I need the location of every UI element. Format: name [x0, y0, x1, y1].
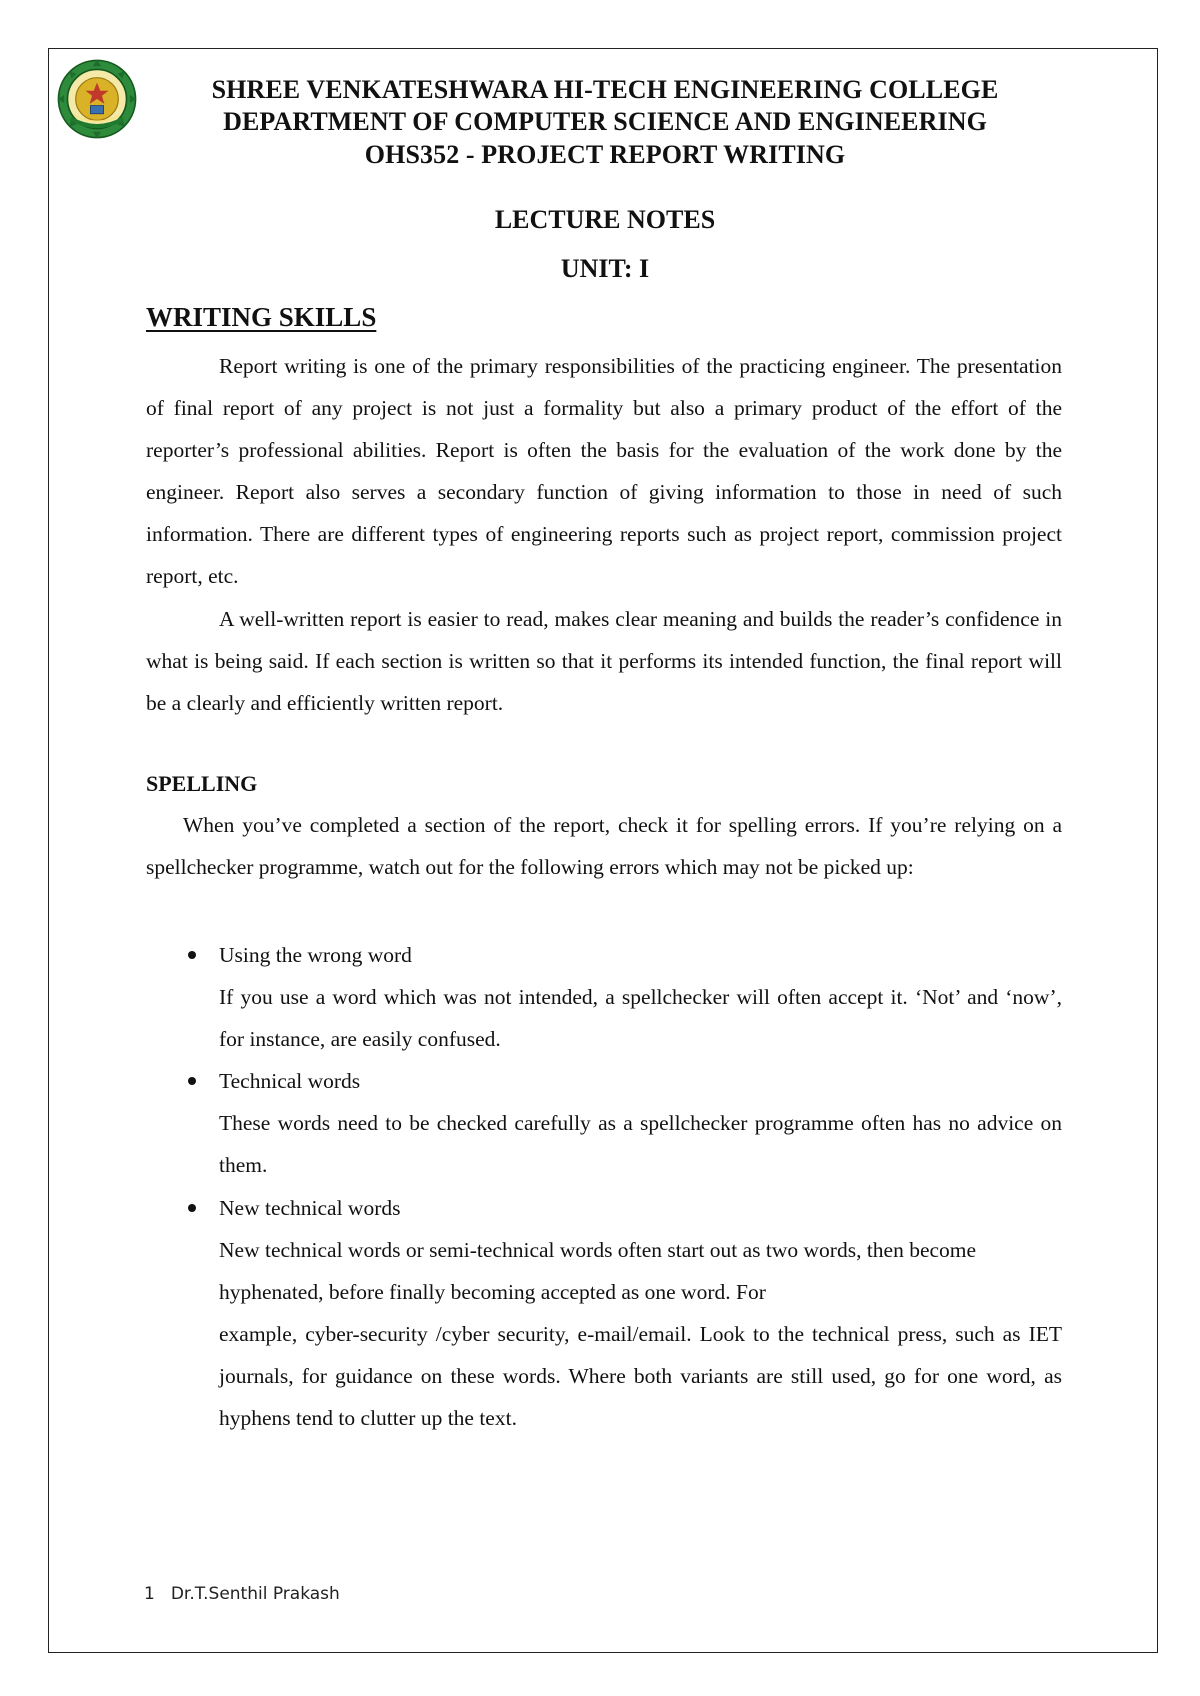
- lecture-notes-title: LECTURE NOTES: [494, 205, 716, 234]
- list-item: [146, 934, 1062, 1060]
- bullet-body: New technical words or semi-technical words often start out as two words, then become hyphenated, before finally becoming accepted as one word. For: [219, 1237, 977, 1304]
- unit-title: UNIT: I: [560, 254, 650, 283]
- course-title: OHS352 - PROJECT REPORT WRITING: [364, 140, 846, 169]
- bullet-icon: [188, 1204, 196, 1212]
- bullet-title: New technical words: [219, 1195, 401, 1220]
- author-name: Dr.T.Senthil Prakash: [170, 1584, 340, 1604]
- bullet-title: Technical words: [219, 1069, 361, 1094]
- bullet-title: Using the wrong word: [219, 943, 412, 967]
- bullet-icon: [188, 1077, 196, 1085]
- paragraph-text: Report writing is one of the primary responsibilities of the practicing engineer. The presentation of final report of any project is not just a formality but also a primary product of the effort of the reporter’s professional abilities. Report is often the basis for the evaluation of the work done by the engineer. Report also serves a secondary function of giving information to those in need of such information. There are different types of engineering reports such as project report, commission project report, etc.: [146, 354, 1062, 589]
- writing-skills-paragraph-1: [146, 345, 1062, 598]
- spelling-heading: SPELLING: [146, 771, 258, 796]
- list-item: [146, 1060, 1062, 1186]
- page-number: 1: [144, 1584, 155, 1604]
- department-name: DEPARTMENT OF COMPUTER SCIENCE AND ENGINEERING: [223, 107, 987, 136]
- college-name: SHREE VENKATESHWARA HI-TECH ENGINEERING COLLEGE: [211, 75, 999, 104]
- bullet-body: If you use a word which was not intended, a spellchecker will often accept it. ‘Not’ and ‘now’, for instance, are easily confused.: [219, 985, 1062, 1052]
- list-item: [146, 1187, 1062, 1440]
- spelling-intro: [146, 804, 1062, 888]
- bullet-icon: [188, 951, 196, 959]
- writing-skills-heading: WRITING SKILLS: [146, 302, 377, 332]
- spelling-error-list: [146, 934, 1062, 1439]
- bullet-body: example, cyber-security /cyber security, e-mail/email. Look to the technical press, such as IET journals, for guidance on these words. Where both variants are still used, go for one word, as hyphens tend to clutter up the text.: [219, 1321, 1062, 1431]
- writing-skills-paragraph-2: [146, 598, 1062, 724]
- page-footer: [144, 1584, 340, 1604]
- paragraph-text: When you’ve completed a section of the report, check it for spelling errors. If you’re relying on a spellchecker programme, watch out for the following errors which may not be picked up:: [146, 813, 1062, 880]
- paragraph-text: A well-written report is easier to read, makes clear meaning and builds the reader’s confidence in what is being said. If each section is written so that it performs its intended function, the final report will be a clearly and efficiently written report.: [146, 607, 1062, 716]
- bullet-body: These words need to be checked carefully as a spellchecker programme often has no advice on them.: [219, 1111, 1062, 1178]
